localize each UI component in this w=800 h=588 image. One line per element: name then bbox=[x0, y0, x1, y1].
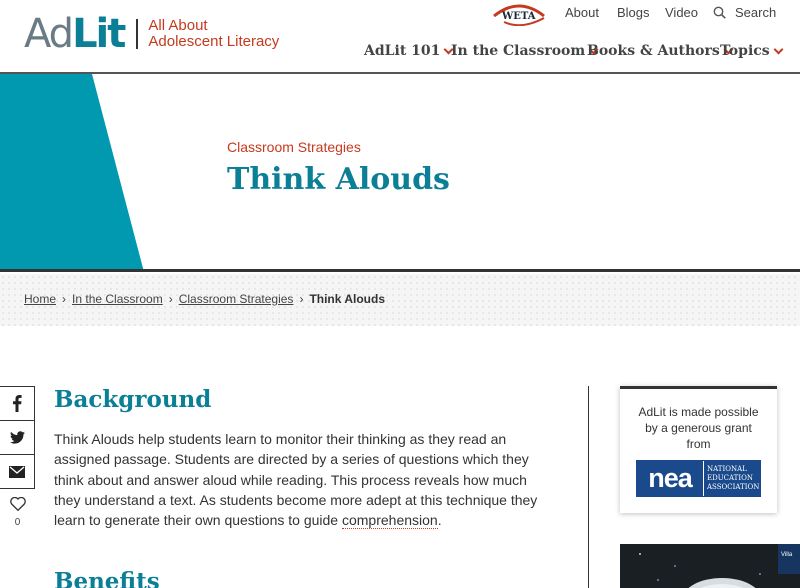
hero-eyebrow: Classroom Strategies bbox=[227, 139, 361, 155]
site-header bbox=[0, 0, 800, 74]
breadcrumb-classroom-strategies[interactable]: Classroom Strategies bbox=[178, 292, 294, 306]
page-title: Think Alouds bbox=[227, 162, 450, 197]
nav-in-the-classroom[interactable] bbox=[451, 43, 597, 59]
share-twitter-button[interactable] bbox=[0, 420, 35, 455]
adlit-logo[interactable] bbox=[24, 11, 280, 57]
chevron-down-icon bbox=[773, 44, 783, 54]
like-button[interactable] bbox=[0, 488, 35, 528]
facebook-icon bbox=[12, 395, 22, 412]
share-email-button[interactable] bbox=[0, 454, 35, 489]
search-label: Search bbox=[735, 5, 777, 20]
breadcrumb bbox=[24, 292, 385, 306]
nea-logo[interactable] bbox=[636, 460, 761, 497]
nav-books-authors[interactable] bbox=[587, 43, 732, 59]
nea-line2: EDUCATION bbox=[707, 474, 753, 482]
comprehension-link[interactable]: comprehension bbox=[341, 512, 438, 529]
nav-in-the-classroom-label: In the Classroom bbox=[451, 43, 586, 59]
chevron-right-icon: › bbox=[62, 292, 67, 306]
promo-image-art bbox=[620, 544, 800, 588]
breadcrumb-in-the-classroom[interactable]: In the Classroom bbox=[72, 292, 163, 306]
share-rail bbox=[0, 386, 35, 528]
tagline-line2: Adolescent Literacy bbox=[148, 33, 280, 50]
sponsor-card bbox=[620, 386, 777, 513]
search-button[interactable] bbox=[713, 5, 776, 20]
breadcrumb-band bbox=[0, 274, 800, 326]
chevron-right-icon: › bbox=[168, 292, 173, 306]
weta-text: WETA bbox=[502, 11, 536, 22]
background-heading: Background bbox=[54, 386, 212, 413]
nav-blogs[interactable]: Blogs bbox=[617, 5, 650, 20]
breadcrumb-current: Think Alouds bbox=[309, 292, 385, 306]
nea-line1: NATIONAL bbox=[707, 465, 747, 473]
breadcrumb-home[interactable]: Home bbox=[24, 292, 57, 306]
nav-video[interactable]: Video bbox=[665, 5, 699, 20]
nav-about[interactable]: About bbox=[565, 5, 599, 20]
logo-tagline bbox=[148, 18, 279, 50]
nea-mark: nea bbox=[637, 461, 703, 496]
logo-lit: Lit bbox=[72, 11, 125, 57]
promo-tag: Villa bbox=[778, 544, 800, 574]
background-text-end: . bbox=[437, 512, 442, 529]
tagline-line1: All About bbox=[148, 17, 208, 34]
nav-topics[interactable] bbox=[720, 43, 782, 59]
content-divider bbox=[588, 386, 589, 588]
email-icon bbox=[9, 466, 25, 478]
logo-ad: Ad bbox=[24, 11, 73, 57]
background-text: Think Alouds help students learn to monitor their thinking as they read an assigned passage. Students are directed by a series of questions which they think about and answer aloud while reading. This process reveals how much they understand a text. As students become more adept at this technique they learn to generate their own questions to guide bbox=[54, 431, 538, 529]
nav-adlit-101[interactable] bbox=[364, 43, 452, 59]
share-facebook-button[interactable] bbox=[0, 386, 35, 421]
nea-wordmark bbox=[703, 461, 760, 496]
promo-image[interactable] bbox=[620, 544, 800, 588]
like-count: 0 bbox=[14, 517, 21, 528]
benefits-heading: Benefits bbox=[54, 568, 160, 588]
main-content bbox=[54, 386, 544, 530]
nav-books-authors-label: Books & Authors bbox=[587, 43, 720, 59]
search-icon bbox=[713, 6, 726, 19]
twitter-icon bbox=[10, 431, 25, 444]
nav-topics-label: Topics bbox=[720, 43, 770, 59]
nea-line3: ASSOCIATION bbox=[707, 483, 760, 491]
heart-icon bbox=[10, 497, 26, 511]
logo-divider bbox=[136, 19, 138, 49]
page-hero bbox=[0, 74, 800, 272]
weta-logo[interactable] bbox=[492, 2, 546, 26]
sponsor-text: AdLit is made possible by a generous grant from bbox=[638, 405, 759, 451]
background-paragraph bbox=[54, 429, 544, 530]
chevron-right-icon: › bbox=[299, 292, 304, 306]
nav-adlit-101-label: AdLit 101 bbox=[364, 43, 441, 59]
